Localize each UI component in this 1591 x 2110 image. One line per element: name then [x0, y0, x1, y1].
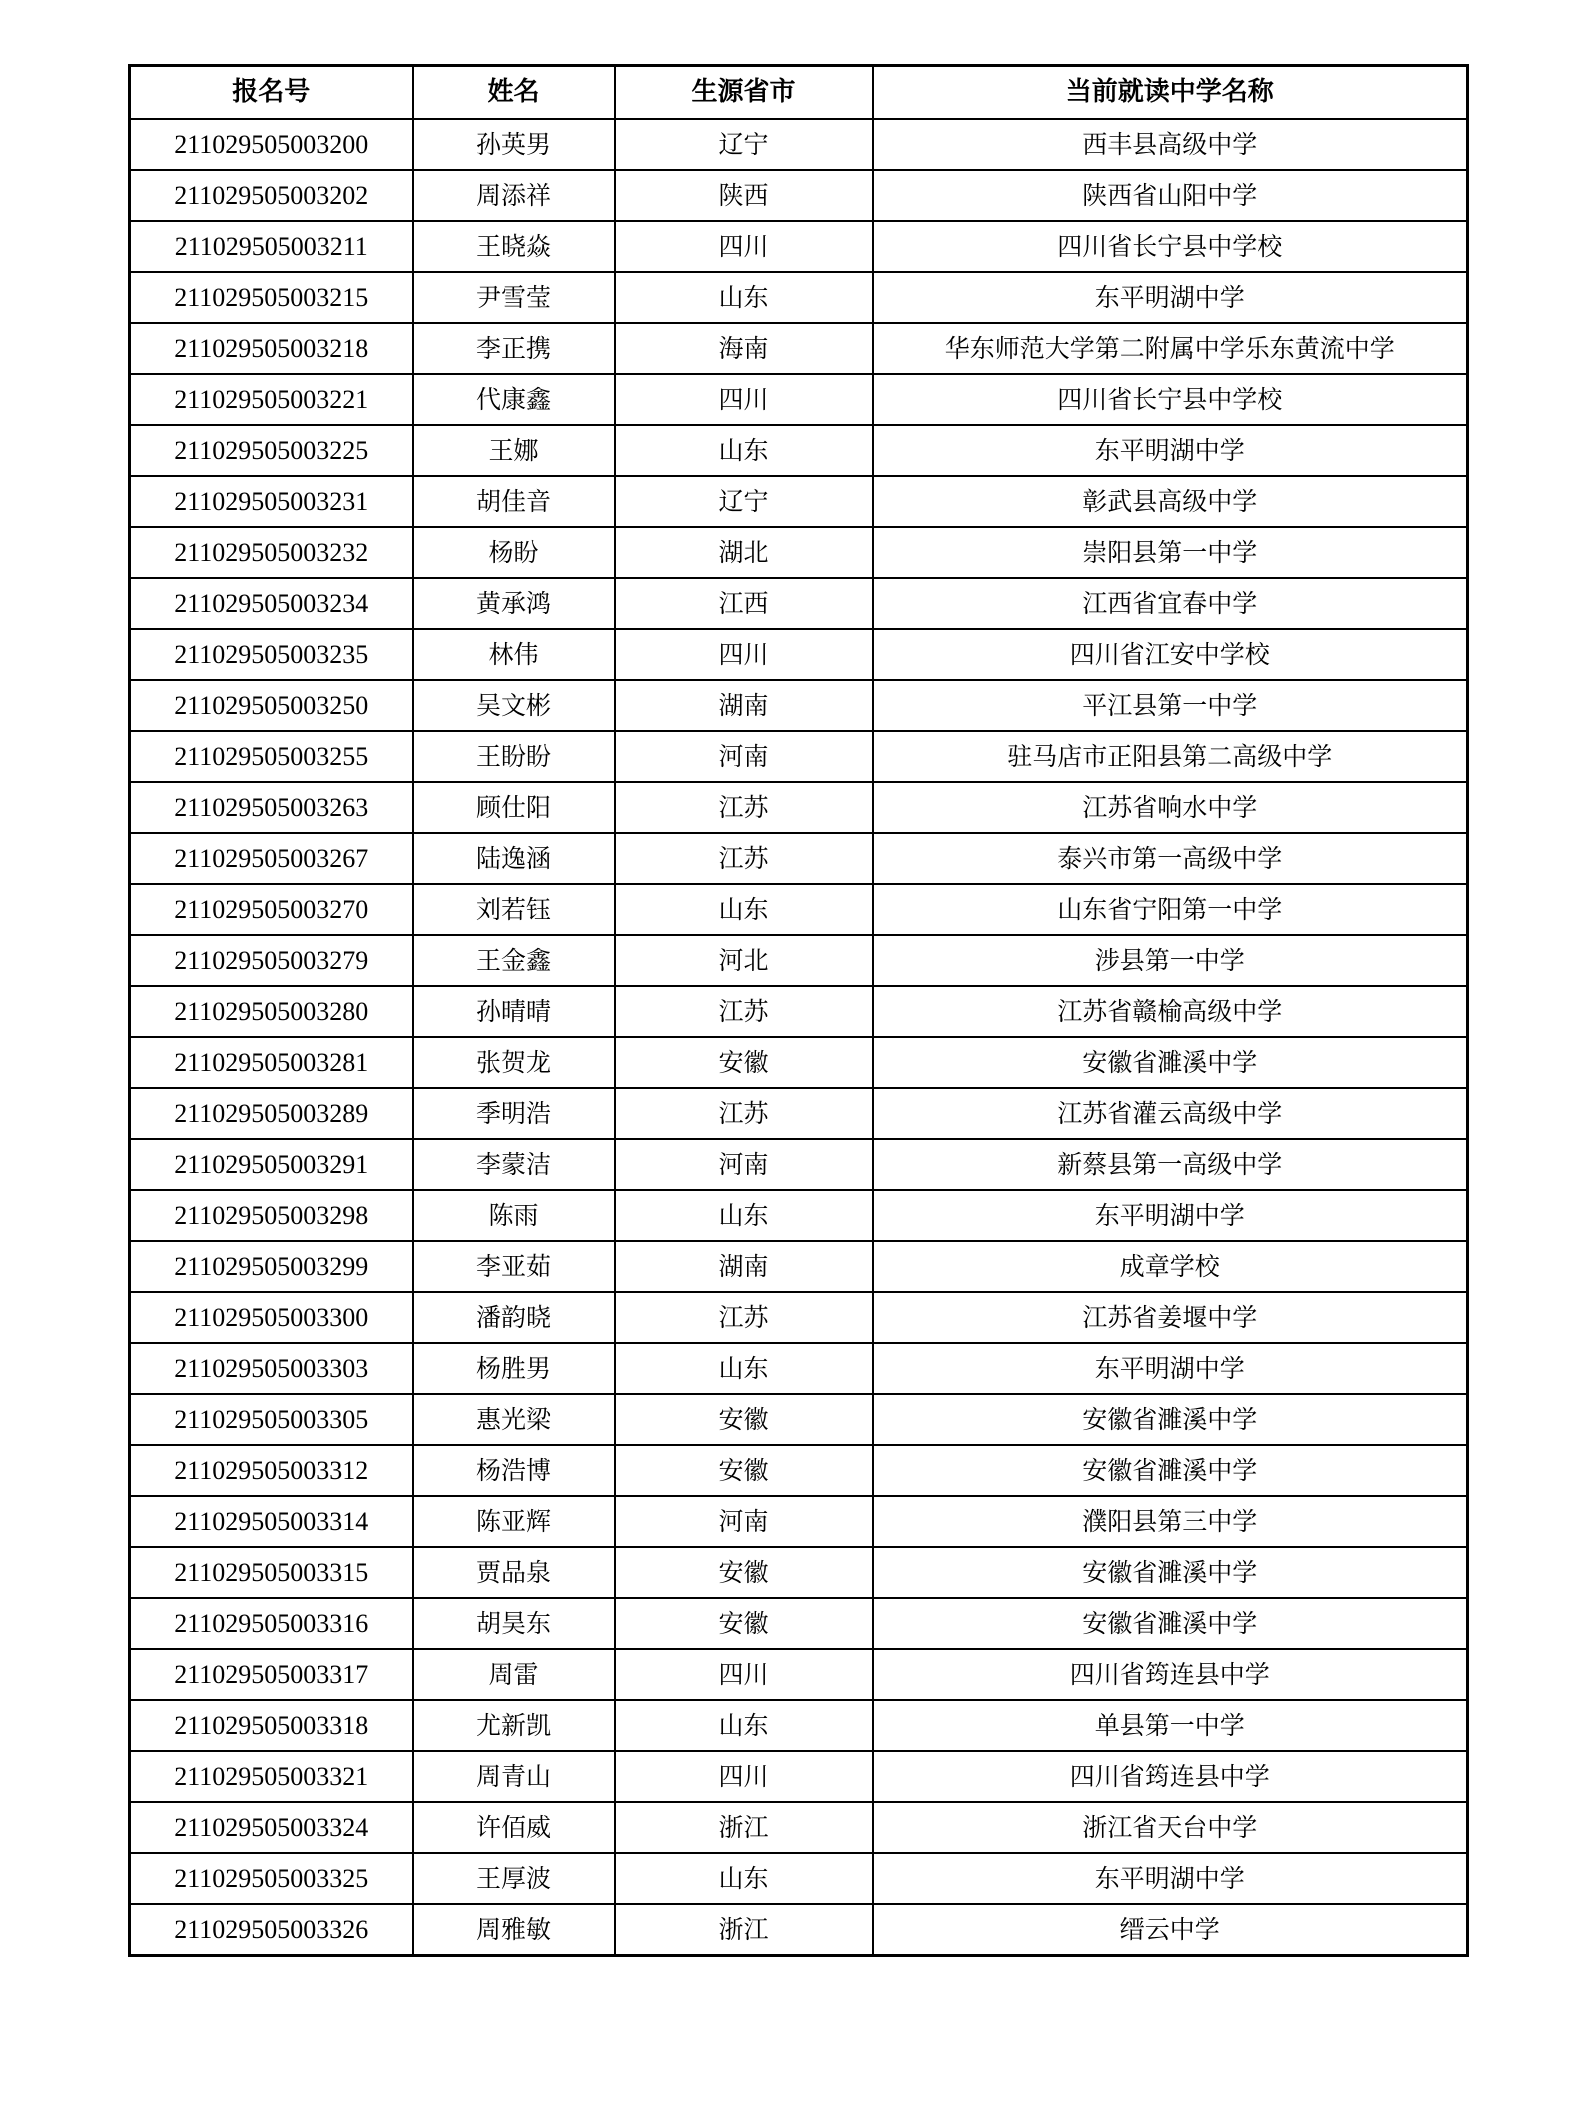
registration-number-cell: 211029505003270 [130, 884, 413, 935]
registration-number-cell: 211029505003211 [130, 221, 413, 272]
province-cell: 湖南 [615, 1241, 873, 1292]
province-cell: 江西 [615, 578, 873, 629]
student-name-cell: 陈雨 [413, 1190, 615, 1241]
registration-number-cell: 211029505003279 [130, 935, 413, 986]
school-name-cell: 涉县第一中学 [873, 935, 1468, 986]
registration-number-cell: 211029505003232 [130, 527, 413, 578]
school-name-cell: 东平明湖中学 [873, 1343, 1468, 1394]
table-row [130, 425, 1468, 476]
registration-number-cell: 211029505003281 [130, 1037, 413, 1088]
registration-number-cell: 211029505003300 [130, 1292, 413, 1343]
table-row [130, 323, 1468, 374]
school-name-cell: 东平明湖中学 [873, 1190, 1468, 1241]
registration-number-cell: 211029505003234 [130, 578, 413, 629]
province-cell: 江苏 [615, 782, 873, 833]
province-cell: 安徽 [615, 1547, 873, 1598]
student-name-cell: 周添祥 [413, 170, 615, 221]
school-name-cell: 安徽省濉溪中学 [873, 1598, 1468, 1649]
school-name-cell: 东平明湖中学 [873, 272, 1468, 323]
registration-number-cell: 211029505003315 [130, 1547, 413, 1598]
school-name-cell: 安徽省濉溪中学 [873, 1394, 1468, 1445]
school-name-cell: 彰武县高级中学 [873, 476, 1468, 527]
registration-number-cell: 211029505003200 [130, 119, 413, 170]
registration-number-cell: 211029505003303 [130, 1343, 413, 1394]
registration-number-cell: 211029505003324 [130, 1802, 413, 1853]
registration-number-cell: 211029505003231 [130, 476, 413, 527]
school-name-cell: 安徽省濉溪中学 [873, 1547, 1468, 1598]
table-row [130, 578, 1468, 629]
school-name-cell: 山东省宁阳第一中学 [873, 884, 1468, 935]
table-row [130, 1547, 1468, 1598]
student-name-cell: 李蒙洁 [413, 1139, 615, 1190]
table-header [130, 66, 1468, 120]
table-row [130, 629, 1468, 680]
province-cell: 安徽 [615, 1037, 873, 1088]
student-name-cell: 王晓焱 [413, 221, 615, 272]
province-cell: 江苏 [615, 1292, 873, 1343]
school-name-cell: 平江县第一中学 [873, 680, 1468, 731]
table-row [130, 170, 1468, 221]
header-registration-number: 报名号 [130, 66, 413, 120]
table-row [130, 1241, 1468, 1292]
student-name-cell: 代康鑫 [413, 374, 615, 425]
province-cell: 山东 [615, 1853, 873, 1904]
registration-number-cell: 211029505003267 [130, 833, 413, 884]
table-row [130, 1904, 1468, 1956]
province-cell: 河南 [615, 731, 873, 782]
table-row [130, 1649, 1468, 1700]
province-cell: 陕西 [615, 170, 873, 221]
registration-number-cell: 211029505003298 [130, 1190, 413, 1241]
registration-number-cell: 211029505003314 [130, 1496, 413, 1547]
student-name-cell: 王盼盼 [413, 731, 615, 782]
table-row [130, 1088, 1468, 1139]
province-cell: 四川 [615, 221, 873, 272]
province-cell: 湖北 [615, 527, 873, 578]
province-cell: 山东 [615, 425, 873, 476]
school-name-cell: 浙江省天台中学 [873, 1802, 1468, 1853]
student-name-cell: 孙英男 [413, 119, 615, 170]
registration-number-cell: 211029505003218 [130, 323, 413, 374]
registration-number-cell: 211029505003235 [130, 629, 413, 680]
school-name-cell: 安徽省濉溪中学 [873, 1037, 1468, 1088]
student-name-cell: 陆逸涵 [413, 833, 615, 884]
student-name-cell: 王厚波 [413, 1853, 615, 1904]
table-row [130, 782, 1468, 833]
table-row [130, 1394, 1468, 1445]
province-cell: 四川 [615, 374, 873, 425]
school-name-cell: 成章学校 [873, 1241, 1468, 1292]
registration-number-cell: 211029505003299 [130, 1241, 413, 1292]
table-row [130, 374, 1468, 425]
province-cell: 山东 [615, 1190, 873, 1241]
registration-number-cell: 211029505003291 [130, 1139, 413, 1190]
header-name: 姓名 [413, 66, 615, 120]
province-cell: 山东 [615, 272, 873, 323]
student-name-cell: 王娜 [413, 425, 615, 476]
student-name-cell: 贾品泉 [413, 1547, 615, 1598]
registration-number-cell: 211029505003325 [130, 1853, 413, 1904]
student-name-cell: 周雅敏 [413, 1904, 615, 1956]
registration-number-cell: 211029505003250 [130, 680, 413, 731]
student-name-cell: 杨胜男 [413, 1343, 615, 1394]
admission-roster-table [128, 64, 1469, 1957]
table-row [130, 986, 1468, 1037]
school-name-cell: 四川省筠连县中学 [873, 1649, 1468, 1700]
school-name-cell: 崇阳县第一中学 [873, 527, 1468, 578]
registration-number-cell: 211029505003321 [130, 1751, 413, 1802]
province-cell: 浙江 [615, 1802, 873, 1853]
table-row [130, 935, 1468, 986]
table-row [130, 1598, 1468, 1649]
school-name-cell: 江苏省姜堰中学 [873, 1292, 1468, 1343]
province-cell: 安徽 [615, 1445, 873, 1496]
table-row [130, 1700, 1468, 1751]
school-name-cell: 四川省江安中学校 [873, 629, 1468, 680]
student-name-cell: 胡佳音 [413, 476, 615, 527]
table-row [130, 1802, 1468, 1853]
student-name-cell: 尹雪莹 [413, 272, 615, 323]
student-name-cell: 许佰威 [413, 1802, 615, 1853]
province-cell: 江苏 [615, 833, 873, 884]
table-row [130, 527, 1468, 578]
school-name-cell: 陕西省山阳中学 [873, 170, 1468, 221]
school-name-cell: 泰兴市第一高级中学 [873, 833, 1468, 884]
table-row [130, 1190, 1468, 1241]
province-cell: 四川 [615, 1751, 873, 1802]
student-name-cell: 杨浩博 [413, 1445, 615, 1496]
province-cell: 山东 [615, 1343, 873, 1394]
table-row [130, 680, 1468, 731]
student-name-cell: 陈亚辉 [413, 1496, 615, 1547]
school-name-cell: 东平明湖中学 [873, 1853, 1468, 1904]
school-name-cell: 江西省宜春中学 [873, 578, 1468, 629]
header-row [130, 66, 1468, 120]
registration-number-cell: 211029505003221 [130, 374, 413, 425]
province-cell: 四川 [615, 629, 873, 680]
student-name-cell: 季明浩 [413, 1088, 615, 1139]
province-cell: 河南 [615, 1496, 873, 1547]
province-cell: 辽宁 [615, 476, 873, 527]
table-row [130, 1037, 1468, 1088]
student-name-cell: 孙晴晴 [413, 986, 615, 1037]
province-cell: 山东 [615, 884, 873, 935]
table-row [130, 884, 1468, 935]
registration-number-cell: 211029505003312 [130, 1445, 413, 1496]
school-name-cell: 新蔡县第一高级中学 [873, 1139, 1468, 1190]
registration-number-cell: 211029505003318 [130, 1700, 413, 1751]
table-row [130, 1139, 1468, 1190]
province-cell: 海南 [615, 323, 873, 374]
student-name-cell: 周青山 [413, 1751, 615, 1802]
table-row [130, 1853, 1468, 1904]
student-name-cell: 张贺龙 [413, 1037, 615, 1088]
table-body [130, 119, 1468, 1956]
student-name-cell: 王金鑫 [413, 935, 615, 986]
registration-number-cell: 211029505003317 [130, 1649, 413, 1700]
registration-number-cell: 211029505003225 [130, 425, 413, 476]
table-row [130, 731, 1468, 782]
province-cell: 河南 [615, 1139, 873, 1190]
table-row [130, 1292, 1468, 1343]
student-name-cell: 林伟 [413, 629, 615, 680]
school-name-cell: 四川省长宁县中学校 [873, 221, 1468, 272]
table-row [130, 1445, 1468, 1496]
province-cell: 河北 [615, 935, 873, 986]
province-cell: 四川 [615, 1649, 873, 1700]
province-cell: 辽宁 [615, 119, 873, 170]
student-name-cell: 惠光梁 [413, 1394, 615, 1445]
registration-number-cell: 211029505003316 [130, 1598, 413, 1649]
student-name-cell: 尤新凯 [413, 1700, 615, 1751]
province-cell: 安徽 [615, 1394, 873, 1445]
student-name-cell: 顾仕阳 [413, 782, 615, 833]
table-row [130, 119, 1468, 170]
province-cell: 江苏 [615, 1088, 873, 1139]
school-name-cell: 濮阳县第三中学 [873, 1496, 1468, 1547]
table-row [130, 272, 1468, 323]
table-row [130, 833, 1468, 884]
student-name-cell: 周雷 [413, 1649, 615, 1700]
table-row [130, 1751, 1468, 1802]
registration-number-cell: 211029505003280 [130, 986, 413, 1037]
school-name-cell: 单县第一中学 [873, 1700, 1468, 1751]
school-name-cell: 江苏省赣榆高级中学 [873, 986, 1468, 1037]
registration-number-cell: 211029505003255 [130, 731, 413, 782]
header-school: 当前就读中学名称 [873, 66, 1468, 120]
registration-number-cell: 211029505003215 [130, 272, 413, 323]
registration-number-cell: 211029505003289 [130, 1088, 413, 1139]
student-name-cell: 吴文彬 [413, 680, 615, 731]
province-cell: 江苏 [615, 986, 873, 1037]
province-cell: 湖南 [615, 680, 873, 731]
student-name-cell: 潘韵晓 [413, 1292, 615, 1343]
student-name-cell: 李正携 [413, 323, 615, 374]
registration-number-cell: 211029505003202 [130, 170, 413, 221]
student-name-cell: 李亚茹 [413, 1241, 615, 1292]
school-name-cell: 华东师范大学第二附属中学乐东黄流中学 [873, 323, 1468, 374]
school-name-cell: 缙云中学 [873, 1904, 1468, 1956]
student-name-cell: 胡昊东 [413, 1598, 615, 1649]
student-name-cell: 黄承鸿 [413, 578, 615, 629]
province-cell: 安徽 [615, 1598, 873, 1649]
school-name-cell: 江苏省响水中学 [873, 782, 1468, 833]
school-name-cell: 东平明湖中学 [873, 425, 1468, 476]
header-province: 生源省市 [615, 66, 873, 120]
province-cell: 浙江 [615, 1904, 873, 1956]
table-row [130, 1496, 1468, 1547]
table-row [130, 476, 1468, 527]
table-row [130, 1343, 1468, 1394]
school-name-cell: 驻马店市正阳县第二高级中学 [873, 731, 1468, 782]
registration-number-cell: 211029505003326 [130, 1904, 413, 1956]
registration-number-cell: 211029505003305 [130, 1394, 413, 1445]
school-name-cell: 西丰县高级中学 [873, 119, 1468, 170]
student-name-cell: 杨盼 [413, 527, 615, 578]
school-name-cell: 四川省长宁县中学校 [873, 374, 1468, 425]
school-name-cell: 安徽省濉溪中学 [873, 1445, 1468, 1496]
school-name-cell: 江苏省灌云高级中学 [873, 1088, 1468, 1139]
registration-number-cell: 211029505003263 [130, 782, 413, 833]
student-name-cell: 刘若钰 [413, 884, 615, 935]
table-row [130, 221, 1468, 272]
province-cell: 山东 [615, 1700, 873, 1751]
school-name-cell: 四川省筠连县中学 [873, 1751, 1468, 1802]
